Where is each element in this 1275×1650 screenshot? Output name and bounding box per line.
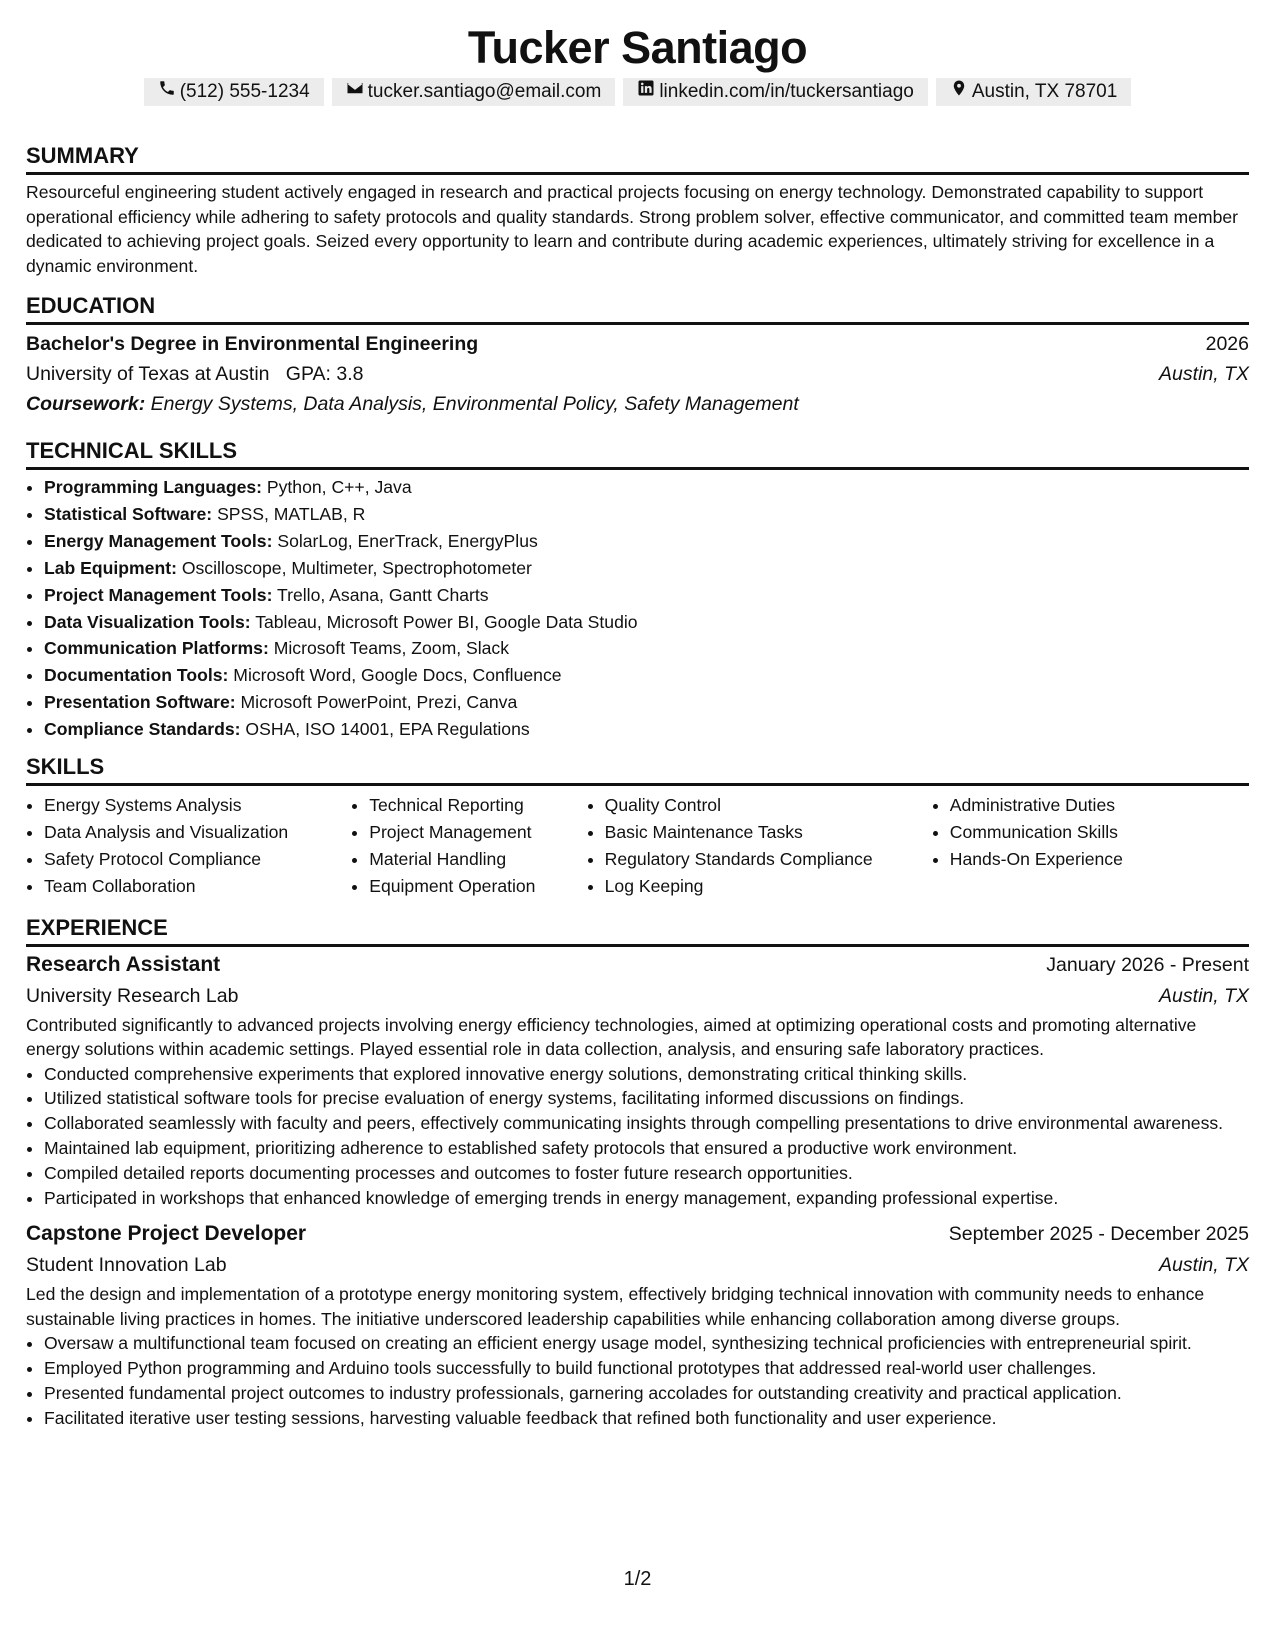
skill-item: • Equipment Operation [369,873,586,900]
technical-skill-value: OSHA, ISO 14001, EPA Regulations [245,719,530,740]
contact-phone[interactable] [144,78,324,106]
skill-item: • Team Collaboration [44,873,351,900]
job-summary: Contributed significantly to advanced projects involving energy efficiency technologies, aimed at optimizing operational costs and promoting alternative energy solutions within academic settings. Played essential role in data collection, analysis, and ensuring safe laboratory practices. [26,1014,1197,1060]
phone-text: (512) 555-1234 [179,81,310,102]
graduation-year: 2026 [1205,333,1249,355]
technical-skill-label: Project Management Tools: [44,584,273,605]
location-text: Austin, TX 78701 [971,81,1118,102]
linkedin-icon [637,78,655,106]
skill-item: • Hands-On Experience [950,846,1249,873]
contact-bar [26,78,1249,106]
skill-item: • Log Keeping [605,873,932,900]
skills-grid [26,792,1249,900]
skill-item: • Communication Skills [950,819,1249,846]
technical-skill-label: Data Visualization Tools: [44,611,251,632]
skill-item: • Administrative Duties [950,792,1249,819]
summary-text: Resourceful engineering student actively engaged in research and practical projects focusing on energy technology. Demonstrated capability to support operational efficiency while adhering to safety protocols and quality standards. Strong problem solver, effective communicator, and committed team member dedicated to achieving project goals. Seized every opportunity to learn and contribute during academic experiences, ultimately striving for excellence in a dynamic environment. [26,182,1238,276]
technical-skill-value: Microsoft Teams, Zoom, Slack [273,638,510,659]
technical-skill-label: Compliance Standards: [44,719,241,740]
coursework: Energy Systems, Data Analysis, Environmental Policy, Safety Management [150,393,799,415]
technical-skill-value: Microsoft PowerPoint, Prezi, Canva [240,692,518,713]
skill-item: • Project Management [369,819,586,846]
technical-skill-item [44,635,1249,662]
technical-skill-value: Oscilloscope, Multimeter, Spectrophotometer [181,557,532,578]
school-location: Austin, TX [1159,363,1249,385]
technical-skill-label: Energy Management Tools: [44,530,273,551]
job-bullets [26,1331,1249,1430]
contact-location [936,78,1131,106]
skills-column [26,792,351,900]
job-bullet: • Collaborated seamlessly with faculty and peers, effectively communicating insights through compelling presentations to drive environmental awareness. [44,1111,1249,1136]
map-pin-icon [950,78,968,106]
technical-skill-item [44,716,1249,743]
technical-skill-label: Documentation Tools: [44,665,229,686]
technical-skill-value: Python, C++, Java [266,477,412,497]
education-section [26,292,1249,419]
envelope-icon [346,78,364,106]
job-bullet: • Maintained lab equipment, prioritizing adherence to established safety protocols that ensured a productive work environment. [44,1136,1249,1161]
job-subheader [26,1250,1249,1280]
degree: Bachelor's Degree in Environmental Engineering [26,333,479,355]
job-summary: Led the design and implementation of a prototype energy monitoring system, effectively bridging technical innovation with community needs to enhance sustainable living practices in homes. The initiative underscored leadership capabilities while enhancing collaboration among diverse groups. [26,1284,1205,1329]
technical-skill-item [44,662,1249,689]
section-title: SKILLS [26,753,1249,786]
job-bullet: • Utilized statistical software tools for precise evaluation of energy systems, facilitating informed discussions on findings. [44,1086,1249,1111]
technical-skill-item [44,474,1249,501]
job-header [26,949,1249,981]
job-location: Austin, TX [1159,1254,1249,1277]
technical-skills-list [26,474,1249,743]
skill-item: • Energy Systems Analysis [44,792,351,819]
page-number: 1/2 [623,1568,652,1590]
job-header [26,1218,1249,1250]
resume-page [26,0,1249,1431]
technical-skill-item [44,689,1249,716]
job-title: Research Assistant [26,952,221,976]
job-organization: University Research Lab [26,984,239,1007]
skill-item: • Quality Control [605,792,932,819]
technical-skill-value: Microsoft Word, Google Docs, Confluence [233,665,562,686]
job-bullet: • Compiled detailed reports documenting processes and outcomes to foster future research opportunities. [44,1161,1249,1186]
job-organization: Student Innovation Lab [26,1254,227,1277]
email-text: tucker.santiago@email.com [367,81,602,102]
technical-skill-item [44,528,1249,555]
section-title: SUMMARY [26,142,1249,175]
section-title: EDUCATION [26,292,1249,325]
job-bullet: • Participated in workshops that enhanced knowledge of emerging trends in energy management, expanding professional expertise. [44,1186,1249,1211]
job-title: Capstone Project Developer [26,1222,307,1246]
linkedin-text: linkedin.com/in/tuckersantiago [659,81,914,102]
gpa: GPA: 3.8 [285,363,364,385]
technical-skill-label: Communication Platforms: [44,638,269,659]
skill-item: • Regulatory Standards Compliance [605,846,932,873]
experience-section [26,914,1249,1431]
section-title: EXPERIENCE [26,914,1249,947]
skill-item: • Technical Reporting [369,792,586,819]
job-bullet: • Conducted comprehensive experiments that explored innovative energy solutions, demonstrating critical thinking skills. [44,1062,1249,1087]
skills-column [587,792,932,900]
technical-skill-label: Statistical Software: [44,503,213,524]
job-entry [26,1218,1249,1430]
technical-skill-value: SPSS, MATLAB, R [217,503,366,524]
technical-skill-value: SolarLog, EnerTrack, EnergyPlus [277,530,538,551]
contact-email[interactable] [332,78,616,106]
job-bullet: • Oversaw a multifunctional team focused on creating an efficient energy usage model, synthesizing technical proficiencies with entrepreneurial spirit. [44,1331,1249,1356]
skill-item: • Data Analysis and Visualization [44,819,351,846]
skill-item: • Material Handling [369,846,586,873]
technical-skill-item [44,501,1249,528]
skills-column [351,792,586,900]
skill-item: • Basic Maintenance Tasks [605,819,932,846]
candidate-name: Tucker Santiago [467,22,808,73]
technical-skill-value: Trello, Asana, Gantt Charts [277,584,489,605]
phone-icon [158,78,176,106]
technical-skills-section [26,437,1249,743]
skills-section [26,753,1249,900]
skills-column [932,792,1249,900]
job-bullet: • Employed Python programming and Arduino tools successfully to build functional prototypes that addressed real-world user challenges. [44,1356,1249,1381]
coursework-label: Coursework: [26,393,146,415]
job-dates: September 2025 - December 2025 [948,1223,1249,1246]
jobs-list [26,949,1249,1431]
technical-skill-value: Tableau, Microsoft Power BI, Google Data Studio [255,611,638,632]
job-subheader [26,981,1249,1011]
job-entry [26,949,1249,1211]
technical-skill-label: Presentation Software: [44,692,236,713]
technical-skill-label: Programming Languages: [44,477,262,497]
job-dates: January 2026 - Present [1046,953,1249,976]
contact-linkedin[interactable] [623,78,928,106]
school-name: University of Texas at Austin [26,363,270,385]
technical-skill-item [44,555,1249,582]
job-bullet: • Facilitated iterative user testing sessions, harvesting valuable feedback that refined both functionality and user experience. [44,1406,1249,1431]
technical-skill-item [44,609,1249,636]
section-title: TECHNICAL SKILLS [26,437,1249,470]
summary-section [26,142,1249,278]
skill-item: • Safety Protocol Compliance [44,846,351,873]
technical-skill-label: Lab Equipment: [44,557,177,578]
job-location: Austin, TX [1159,984,1249,1007]
job-bullet: • Presented fundamental project outcomes to industry professionals, garnering accolades for outstanding creativity and practical application. [44,1381,1249,1406]
job-bullets [26,1062,1249,1211]
technical-skill-item [44,582,1249,609]
